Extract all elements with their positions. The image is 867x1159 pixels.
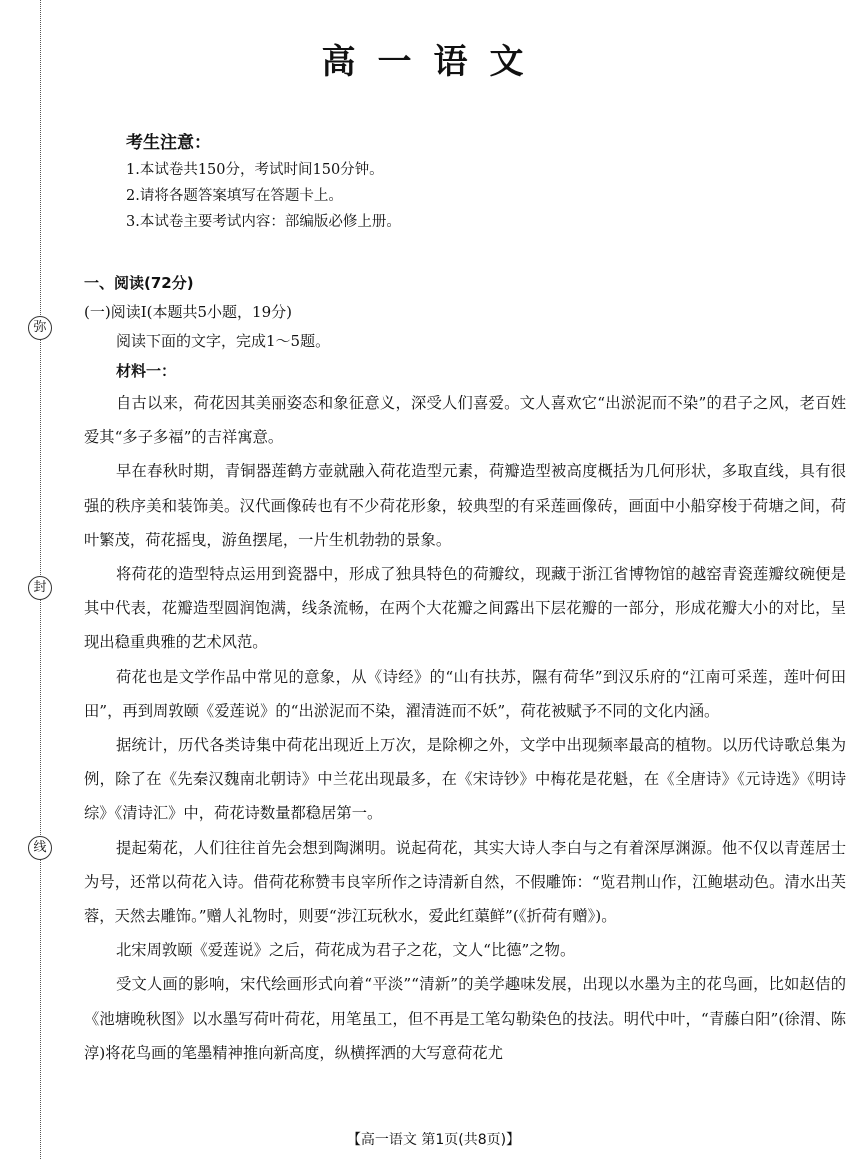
section-heading: 一、阅读(72分) bbox=[84, 274, 194, 292]
material-label: 材料一： bbox=[116, 362, 177, 380]
paragraph: 自古以来，荷花因其美丽姿态和象征意义，深受人们喜爱。文人喜欢它“出淤泥而不染”的君子之风，老百姓爱其“多子多福”的吉祥寓意。 bbox=[84, 394, 846, 447]
paragraph: 早在春秋时期，青铜器莲鹤方壶就融入荷花造型元素，荷瓣造型被高度概括为几何形状，多取直线，具有很强的秩序美和装饰美。汉代画像砖也有不少荷花形象，较典型的有采莲画像砖，画面中小船穿梭于荷塘之间，荷叶繁茂，荷花摇曳，游鱼摆尾，一片生机勃勃的景象。 bbox=[84, 462, 846, 549]
reading-section bbox=[84, 268, 846, 1070]
notice-item: 3.本试卷主要考试内容：部编版必修上册。 bbox=[126, 214, 401, 230]
paragraph: 荷花也是文学作品中常见的意象，从《诗经》的“山有扶苏，隰有荷华”到汉乐府的“江南可采莲，莲叶何田田”，再到周敦颐《爱莲说》的“出淤泥而不染，濯清涟而不妖”，荷花被赋予不同的文化内涵。 bbox=[84, 667, 846, 720]
binding-mark-mi: 弥 bbox=[28, 316, 52, 340]
paragraph: 北宋周敦颐《爱莲说》之后，荷花成为君子之花，文人“比德”之物。 bbox=[116, 941, 576, 960]
page-title: 高一语文 bbox=[321, 42, 546, 82]
notice-item: 1.本试卷共150分，考试时间150分钟。 bbox=[126, 162, 384, 178]
page-footer: 【高一语文 第1页(共8页)】 bbox=[346, 1132, 521, 1148]
candidate-notice bbox=[126, 128, 401, 235]
paragraph: 据统计，历代各类诗集中荷花出现近上万次，是除柳之外，文学中出现频率最高的植物。以历代诗歌总集为例，除了在《先秦汉魏南北朝诗》中兰花出现最多，在《宋诗钞》中梅花是花魁，在《全唐诗》《元诗选》《明诗综》《清诗汇》中，荷花诗数量都稳居第一。 bbox=[84, 736, 846, 823]
subsection-heading: (一)阅读Ⅰ(本题共5小题，19分) bbox=[84, 303, 292, 321]
notice-heading: 考生注意： bbox=[126, 133, 211, 153]
paragraph: 提起菊花，人们往往首先会想到陶渊明。说起荷花，其实大诗人李白与之有着深厚渊源。他不仅以青莲居士为号，还常以荷花入诗。借荷花称赞韦良宰所作之诗清新自然，不假雕饰：“览君荆山作，江鲍堪动色。清水出芙蓉，天然去雕饰。”赠人礼物时，则要“涉江玩秋水，爱此红蕖鲜”(《折荷有赠》)。 bbox=[84, 838, 846, 926]
paragraph: 受文人画的影响，宋代绘画形式向着“平淡”“清新”的美学趣味发展，出现以水墨为主的花鸟画，比如赵佶的《池塘晚秋图》以水墨写荷叶荷花，用笔虽工，但不再是工笔勾勒染色的技法。明代中叶，“青藤白阳”(徐渭、陈淳)将花鸟画的笔墨精神推向新高度，纵横挥洒的大写意荷花尤 bbox=[84, 975, 846, 1062]
binding-mark-feng: 封 bbox=[28, 576, 52, 600]
instruction-text: 阅读下面的文字，完成1～5题。 bbox=[116, 332, 331, 350]
notice-item: 2.请将各题答案填写在答题卡上。 bbox=[126, 188, 343, 204]
paragraph: 将荷花的造型特点运用到瓷器中，形成了独具特色的荷瓣纹，现藏于浙江省博物馆的越窑青瓷莲瓣纹碗便是其中代表，花瓣造型圆润饱满，线条流畅，在两个大花瓣之间露出下层花瓣的一部分，形成花瓣大小的对比，呈现出稳重典雅的艺术风范。 bbox=[84, 565, 846, 652]
binding-mark-xian: 线 bbox=[28, 836, 52, 860]
